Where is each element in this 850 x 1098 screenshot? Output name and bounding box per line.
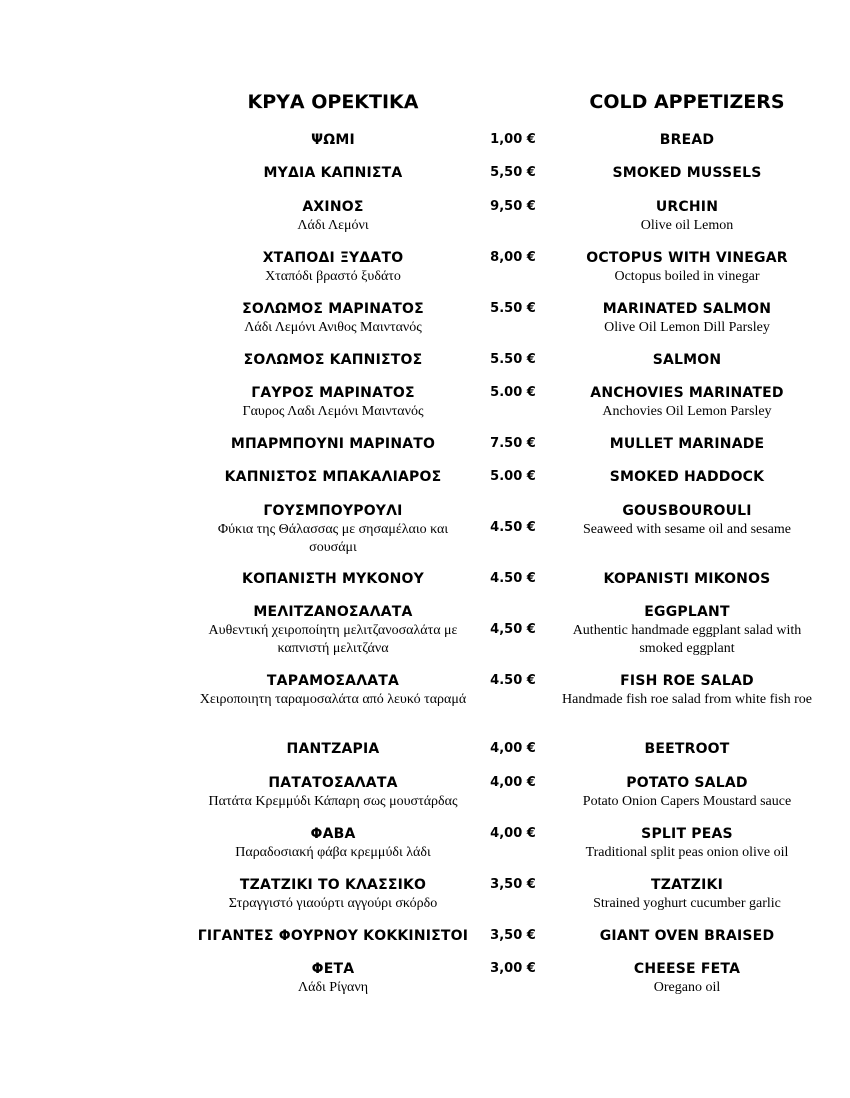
item-price: 5.00 €	[490, 385, 536, 400]
english-item-name: BREAD	[659, 132, 715, 148]
english-item-name: TZATZIKI	[650, 877, 724, 893]
english-item-description: Potato Onion Capers Moustard sauce	[582, 794, 792, 809]
greek-column	[195, 960, 471, 997]
english-item-name: GIANT OVEN BRAISED	[599, 928, 775, 944]
english-item-name: BEETROOT	[644, 741, 730, 757]
greek-item-name: ΓΟΥΣΜΠΟΥΡΟΥΛΙ	[263, 503, 403, 519]
greek-column	[195, 435, 471, 454]
greek-item-description: Χταπόδι βραστό ξυδάτο	[265, 269, 401, 284]
greek-item-name: ΜΠΑΡΜΠΟΥΝΙ ΜΑΡΙΝΑΤΟ	[230, 436, 436, 452]
english-column	[560, 468, 814, 487]
greek-column	[195, 740, 471, 759]
greek-item-description: Πατάτα Κρεμμύδι Κάπαρη σως μουστάρδας	[208, 794, 458, 809]
item-price: 1,00 €	[490, 132, 536, 147]
greek-item-name: ΚΟΠΑΝΙΣΤΗ ΜΥΚΟΝΟΥ	[242, 571, 424, 587]
english-column	[560, 927, 814, 946]
english-column	[560, 570, 814, 589]
greek-item-name: ΦΕΤΑ	[311, 961, 355, 977]
item-price: 4,00 €	[490, 741, 536, 756]
item-price: 3,00 €	[490, 961, 536, 976]
english-item-description: Authentic handmade eggplant salad with smoked eggplant	[572, 623, 802, 656]
english-item-description: Seaweed with sesame oil and sesame	[583, 522, 791, 537]
greek-item-description: Γαυρος Λαδι Λεμόνι Μαιντανός	[242, 404, 424, 419]
english-item-name: SALMON	[652, 352, 722, 368]
greek-item-description: Λάδι Λεμόνι	[297, 218, 369, 233]
english-item-name: MARINATED SALMON	[602, 301, 772, 317]
english-column	[560, 740, 814, 759]
english-item-name: CHEESE FETA	[633, 961, 741, 977]
greek-item-name: ΦΑΒΑ	[310, 826, 356, 842]
greek-item-name: ΓΙΓΑΝΤΕΣ ΦΟΥΡΝΟΥ ΚΟΚΚΙΝΙΣΤΟΙ	[197, 928, 469, 944]
greek-item-name: ΣΟΛΩΜΟΣ ΜΑΡΙΝΑΤΟΣ	[242, 301, 424, 317]
greek-column	[195, 774, 471, 811]
greek-column	[195, 351, 471, 370]
greek-item-description: Λάδι Λεμόνι Ανιθος Μαιντανός	[244, 320, 422, 335]
greek-item-name: ΜΥΔΙΑ ΚΑΠΝΙΣΤΑ	[263, 165, 403, 181]
greek-item-description: Χειροποιητη ταραμοσαλάτα από λευκό ταραμά	[199, 692, 467, 707]
english-column	[560, 249, 814, 286]
item-price: 3,50 €	[490, 928, 536, 943]
greek-item-description: Στραγγιστό γιαούρτι αγγούρι σκόρδο	[228, 896, 438, 911]
greek-column	[195, 927, 471, 946]
english-column	[560, 164, 814, 183]
greek-item-name: ΤΖΑΤΖΙΚΙ ΤΟ ΚΛΑΣΣΙΚΟ	[239, 877, 427, 893]
item-price: 4,00 €	[490, 775, 536, 790]
greek-column	[195, 876, 471, 913]
greek-column	[195, 570, 471, 589]
english-item-name: KOPANISTI MIKONOS	[603, 571, 771, 587]
greek-column	[195, 300, 471, 337]
item-price: 8,00 €	[490, 250, 536, 265]
english-item-description: Oregano oil	[653, 980, 721, 995]
greek-item-name: ΨΩΜΙ	[311, 132, 355, 148]
item-price: 5.50 €	[490, 352, 536, 367]
greek-column	[195, 131, 471, 150]
item-price: 9,50 €	[490, 199, 536, 214]
english-item-description: Strained yoghurt cucumber garlic	[593, 896, 781, 911]
english-item-description: Handmade fish roe salad from white fish roe	[562, 692, 812, 707]
greek-column	[195, 825, 471, 862]
greek-item-name: ΜΕΛΙΤΖΑΝΟΣΑΛΑΤΑ	[253, 604, 413, 620]
greek-section-title: ΚΡΥΑ ΟΡΕΚΤΙΚΑ	[247, 91, 419, 113]
english-column	[560, 960, 814, 997]
english-item-name: FISH ROE SALAD	[620, 673, 754, 689]
greek-column	[195, 384, 471, 421]
english-item-description: Traditional split peas onion olive oil	[585, 845, 789, 860]
greek-item-name: ΧΤΑΠΟΔΙ ΞΥΔΑΤΟ	[262, 250, 404, 266]
greek-item-description: Παραδοσιακή φάβα κρεμμύδι λάδι	[235, 845, 431, 860]
greek-item-name: ΓΑΥΡΟΣ ΜΑΡΙΝΑΤΟΣ	[251, 385, 415, 401]
english-item-name: SMOKED MUSSELS	[612, 165, 762, 181]
item-price: 4.50 €	[490, 673, 536, 688]
greek-item-description: Αυθεντική χειροποίητη μελιτζανοσαλάτα με καπνιστή μελιτζάνα	[208, 623, 458, 656]
greek-item-name: ΠΑΤΑΤΟΣΑΛΑΤΑ	[268, 775, 398, 791]
english-item-description: Olive oil Lemon	[640, 218, 734, 233]
greek-item-name: ΚΑΠΝΙΣΤΟΣ ΜΠΑΚΑΛΙΑΡΟΣ	[224, 469, 442, 485]
english-column	[560, 672, 814, 709]
english-item-name: ANCHOVIES MARINATED	[590, 385, 784, 401]
item-price: 4.50 €	[490, 520, 536, 535]
english-column	[560, 384, 814, 421]
english-column	[560, 825, 814, 862]
greek-item-name: ΠΑΝΤΖΑΡΙΑ	[286, 741, 380, 757]
english-item-description: Anchovies Oil Lemon Parsley	[602, 404, 772, 419]
english-item-name: MULLET MARINADE	[609, 436, 765, 452]
english-item-description: Olive Oil Lemon Dill Parsley	[604, 320, 770, 335]
english-section-title: COLD APPETIZERS	[589, 91, 785, 113]
english-column	[560, 502, 814, 539]
greek-column	[195, 502, 471, 557]
item-price: 5.00 €	[490, 469, 536, 484]
english-item-name: POTATO SALAD	[626, 775, 748, 791]
greek-column	[195, 198, 471, 235]
greek-item-description: Λάδι Ρίγανη	[297, 980, 369, 995]
english-item-name: OCTOPUS WITH VINEGAR	[586, 250, 788, 266]
english-column	[560, 435, 814, 454]
english-column	[560, 876, 814, 913]
greek-item-name: ΑΧΙΝΟΣ	[302, 199, 364, 215]
english-column	[560, 603, 814, 658]
item-price: 5.50 €	[490, 301, 536, 316]
english-item-description: Octopus boiled in vinegar	[614, 269, 760, 284]
greek-item-description: Φύκια της Θάλασσας με σησαμέλαιο και σουσάμι	[217, 522, 449, 555]
greek-item-name: ΤΑΡΑΜΟΣΑΛΑΤΑ	[266, 673, 400, 689]
item-price: 5,50 €	[490, 165, 536, 180]
item-price: 4,00 €	[490, 826, 536, 841]
english-item-name: SPLIT PEAS	[641, 826, 733, 842]
greek-column	[195, 249, 471, 286]
english-item-name: SMOKED HADDOCK	[609, 469, 765, 485]
english-column	[560, 774, 814, 811]
greek-column	[195, 672, 471, 709]
greek-column	[195, 603, 471, 658]
english-column	[560, 351, 814, 370]
greek-column	[195, 164, 471, 183]
english-column	[560, 131, 814, 150]
greek-column	[195, 468, 471, 487]
english-item-name: URCHIN	[655, 199, 719, 215]
english-item-name: GOUSBOUROULI	[622, 503, 752, 519]
greek-item-name: ΣΟΛΩΜΟΣ ΚΑΠΝΙΣΤΟΣ	[243, 352, 423, 368]
english-item-name: EGGPLANT	[644, 604, 730, 620]
item-price: 3,50 €	[490, 877, 536, 892]
item-price: 7.50 €	[490, 436, 536, 451]
english-column	[560, 300, 814, 337]
item-price: 4.50 €	[490, 571, 536, 586]
english-column	[560, 198, 814, 235]
item-price: 4,50 €	[490, 622, 536, 637]
